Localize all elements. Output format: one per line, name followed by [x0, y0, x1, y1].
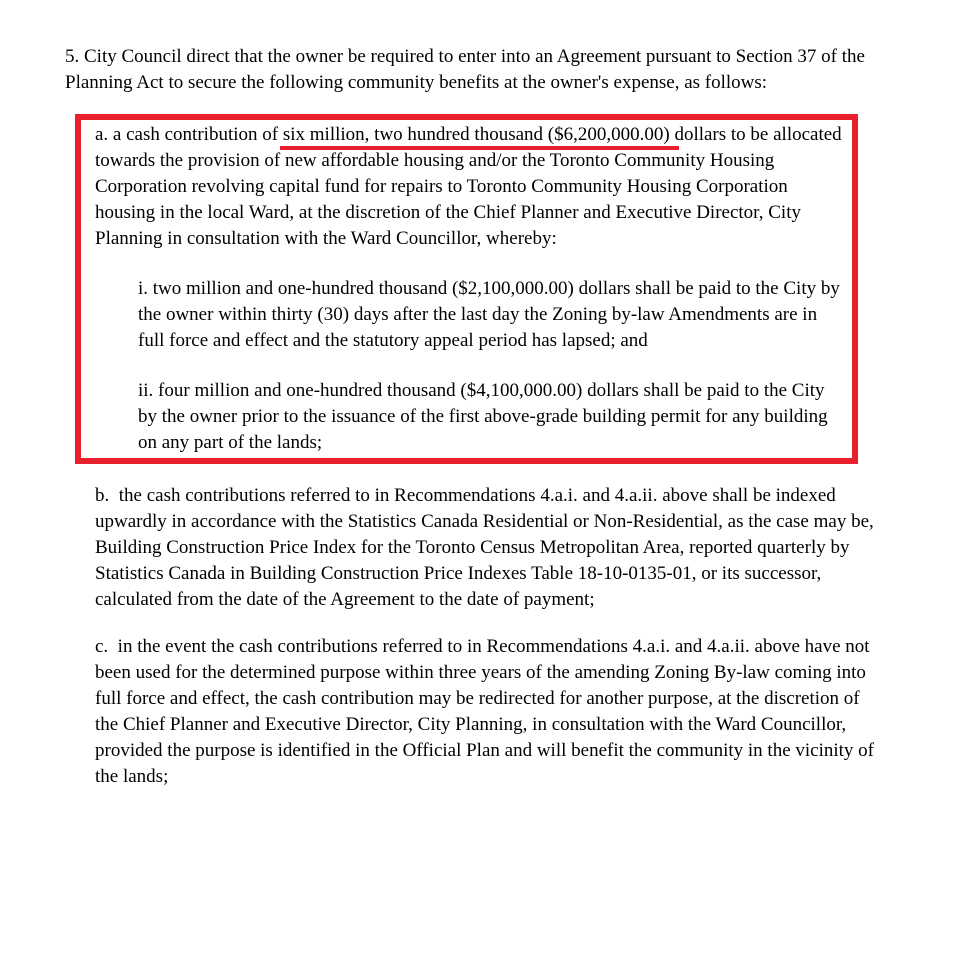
clause-a-text-before-amount: a. a cash contribution of — [95, 124, 283, 145]
clause-a-i: i. two million and one-hundred thousand ($2,100,000.00) dollars shall be paid to the City by the owner within thirty (30) days after the last day the Zoning by-law Amendments are in full force and effect and the statutory appeal period has lapsed; and — [138, 278, 845, 351]
clause-c: c. in the event the cash contributions referred to in Recommendations 4.a.i. and 4.a.ii. above have not been used for the determined purpose within three years of the amending Zoning By-law coming into full force and effect, the cash contribution may be redirected for another purpose, at the discretion of the Chief Planner and Executive Director, City Planning, in consultation with the Ward Councillor, provided the purpose is identified in the Official Plan and will benefit the community in the vicinity of the lands; — [95, 636, 879, 787]
recommendation-5-intro: 5. City Council direct that the owner be required to enter into an Agreement pursuant to Section 37 of the Planning Act to secure the following community benefits at the owner's expense, as follows: — [65, 46, 870, 93]
annotation-highlight-box — [75, 114, 858, 464]
clause-a — [95, 122, 847, 252]
clause-a-ii: ii. four million and one-hundred thousand ($4,100,000.00) dollars shall be paid to the City by the owner prior to the issuance of the first above-grade building permit for any building on any part of the lands; — [138, 380, 833, 453]
underlined-cash-amount: six million, two hundred thousand ($6,200,000.00) — [280, 124, 679, 150]
clause-b: b. the cash contributions referred to in Recommendations 4.a.i. and 4.a.ii. above shall be indexed upwardly in accordance with the Statistics Canada Residential or Non-Residential, as the case may be, Building Construction Price Index for the Toronto Census Metropolitan Area, reported quarterly by Statistics Canada in Building Construction Price Indexes Table 18-10-0135-01, or its successor, calculated from the date of the Agreement to the date of payment; — [95, 485, 879, 610]
clause-a-text-after-amount: dollars to be allocated towards the provision of new affordable housing and/or the Toronto Community Housing Corporation revolving capital fund for repairs to Toronto Community Housing Corporation housing in the local Ward, at the discretion of the Chief Planner and Executive Director, City Planning in consultation with the Ward Councillor, whereby: — [95, 124, 847, 249]
